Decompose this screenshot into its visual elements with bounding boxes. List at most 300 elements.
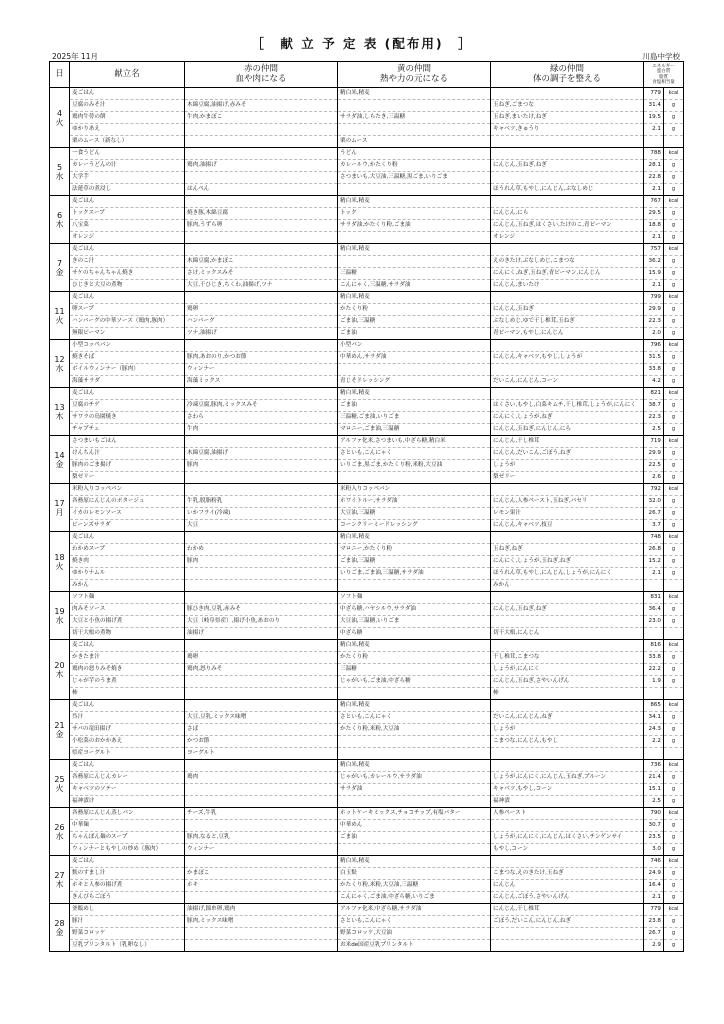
- menu-name: ウィンナーともやしの炒め（豚肉）: [70, 844, 185, 856]
- table-row: [50, 136, 684, 148]
- table-row: [50, 568, 684, 580]
- yellow-ingredients: かたくり粉: [338, 652, 491, 664]
- table-row: [50, 148, 684, 160]
- nutrition-unit: g: [664, 676, 684, 688]
- yellow-ingredients: 野菜コロッケ,大豆油: [338, 928, 491, 940]
- nutrition-value: 38.7: [644, 400, 664, 412]
- red-ingredients: 牛肉: [185, 424, 338, 436]
- nutrition-value: 796: [644, 340, 664, 352]
- menu-name: 梨ゼリー: [70, 472, 185, 484]
- red-ingredients: ウィンナー: [185, 844, 338, 856]
- green-ingredients: しょうが,にんにく,にんじん,はくさい,チンゲンサイ: [491, 832, 644, 844]
- yellow-ingredients: [338, 736, 491, 748]
- day-of-week: 木: [55, 411, 64, 421]
- red-ingredients: ヨーグルト: [185, 748, 338, 760]
- red-ingredients: [185, 172, 338, 184]
- red-ingredients: [185, 244, 338, 256]
- nutrition-unit: kcal: [664, 88, 684, 100]
- menu-name: 麦ごはん: [70, 532, 185, 544]
- nutrition-unit: g: [664, 448, 684, 460]
- table-row: [50, 580, 684, 592]
- menu-name: 麦ごはん: [70, 700, 185, 712]
- yellow-ingredients: カレールウ,かたくり粉: [338, 160, 491, 172]
- menu-name: 鶏肉牛蒡の餅: [70, 112, 185, 124]
- green-ingredients: オレンジ: [491, 232, 644, 244]
- green-ingredients: にんじん,玉ねぎ,さやいんげん: [491, 676, 644, 688]
- menu-name: 福神漬け: [70, 796, 185, 808]
- nutrition-unit: g: [664, 832, 684, 844]
- nutrition-unit: g: [664, 328, 684, 340]
- nutrition-unit: g: [664, 868, 684, 880]
- yellow-ingredients: さといも,こんにゃく: [338, 448, 491, 460]
- green-ingredients: ごぼう,だいこん,にんじん,ねぎ: [491, 916, 644, 928]
- yellow-ingredients: [338, 472, 491, 484]
- nutrition-unit: kcal: [664, 436, 684, 448]
- green-ingredients: しょうが: [491, 724, 644, 736]
- yellow-ingredients: 大豆油,三温糖: [338, 508, 491, 520]
- col-red-title: 赤の仲間: [243, 64, 278, 74]
- green-ingredients: だいこん,にんじん,コーン: [491, 376, 644, 388]
- red-ingredients: 木綿豆腐,油揚げ,赤みそ: [185, 100, 338, 112]
- nutrition-value: 15.1: [644, 784, 664, 796]
- day-number: 26: [54, 822, 65, 832]
- nutrition-unit: g: [664, 304, 684, 316]
- nutrition-value: 2.5: [644, 424, 664, 436]
- day-cell: [50, 436, 70, 484]
- green-ingredients: にんにく,しょうが,玉ねぎ,ねぎ: [491, 556, 644, 568]
- nutrition-unit: g: [664, 844, 684, 856]
- col-fat: 脂質: [659, 74, 668, 80]
- yellow-ingredients: 中華めん,サラダ油: [338, 352, 491, 364]
- day-of-week: 木: [55, 669, 64, 679]
- table-row: [50, 676, 684, 688]
- col-energy: エネルギー: [652, 63, 675, 69]
- yellow-ingredients: 精白米,精麦: [338, 532, 491, 544]
- day-cell: [50, 592, 70, 640]
- nutrition-value: 2.0: [644, 328, 664, 340]
- menu-name: 麦ごはん: [70, 640, 185, 652]
- nutrition-unit: g: [664, 712, 684, 724]
- yellow-ingredients: 三温糖: [338, 268, 491, 280]
- menu-name: 呉汁: [70, 712, 185, 724]
- yellow-ingredients: アルファ化米,さつまいも,中ざら糖,精白米: [338, 436, 491, 448]
- nutrition-unit: g: [664, 172, 684, 184]
- nutrition-unit: g: [664, 508, 684, 520]
- nutrition-unit: g: [664, 880, 684, 892]
- menu-name: チャプチェ: [70, 424, 185, 436]
- day-number: 7: [56, 258, 63, 268]
- menu-name: 大豆と小魚の揚げ煮: [70, 616, 185, 628]
- green-ingredients: 玉ねぎ,ねぎ: [491, 544, 644, 556]
- menu-name: ボイルウィンナー（豚肉）: [70, 364, 185, 376]
- nutrition-unit: g: [664, 256, 684, 268]
- menu-name: ひじきと大豆の煮物: [70, 280, 185, 292]
- table-row: [50, 268, 684, 280]
- nutrition-value: 2.6: [644, 472, 664, 484]
- red-ingredients: はんぺん: [185, 184, 338, 196]
- nutrition-unit: g: [664, 724, 684, 736]
- yellow-ingredients: [338, 256, 491, 268]
- nutrition-value: 719: [644, 436, 664, 448]
- red-ingredients: 鶏肉,油揚げ: [185, 160, 338, 172]
- table-row: [50, 328, 684, 340]
- table-row: [50, 460, 684, 472]
- nutrition-unit: g: [664, 220, 684, 232]
- table-row: [50, 700, 684, 712]
- menu-name: 豆腐のみそ汁: [70, 100, 185, 112]
- nutrition-value: 23.8: [644, 916, 664, 928]
- day-of-week: 金: [55, 267, 64, 277]
- red-ingredients: [185, 388, 338, 400]
- table-row: [50, 220, 684, 232]
- yellow-ingredients: かたくり粉: [338, 304, 491, 316]
- nutrition-unit: g: [664, 820, 684, 832]
- day-cell: [50, 856, 70, 904]
- yellow-ingredients: 精白米,精麦: [338, 856, 491, 868]
- nutrition-value: 26.7: [644, 928, 664, 940]
- menu-name: 麩のすまし汁: [70, 868, 185, 880]
- nutrition-value: 31.4: [644, 100, 664, 112]
- nutrition-value: 746: [644, 856, 664, 868]
- nutrition-value: 34.1: [644, 712, 664, 724]
- red-ingredients: [185, 700, 338, 712]
- red-ingredients: 油揚げ: [185, 628, 338, 640]
- table-row: [50, 256, 684, 268]
- day-number: 12: [54, 354, 65, 364]
- nutrition-value: 23.5: [644, 832, 664, 844]
- table-row: [50, 736, 684, 748]
- yellow-ingredients: じゃがいも,カレールウ,サラダ油: [338, 772, 491, 784]
- menu-name: 小松菜のおかかあえ: [70, 736, 185, 748]
- nutrition-unit: g: [664, 916, 684, 928]
- nutrition-value: 26.7: [644, 508, 664, 520]
- nutrition-unit: g: [664, 268, 684, 280]
- red-ingredients: 豚肉,ミックス味噌: [185, 916, 338, 928]
- nutrition-unit: kcal: [664, 592, 684, 604]
- yellow-ingredients: 中ざら糖,ハヤシルウ,サラダ油: [338, 604, 491, 616]
- yellow-ingredients: 精白米,精麦: [338, 388, 491, 400]
- day-cell: [50, 388, 70, 436]
- red-ingredients: 油揚げ,錦糸卵,鶏肉: [185, 904, 338, 916]
- table-row: [50, 724, 684, 736]
- nutrition-value: 36.2: [644, 256, 664, 268]
- green-ingredients: [491, 244, 644, 256]
- green-ingredients: こまつな,にんじん,もやし: [491, 736, 644, 748]
- table-row: [50, 124, 684, 136]
- yellow-ingredients: 三温糖: [338, 664, 491, 676]
- menu-name: 各務原にんじんのポタージュ: [70, 496, 185, 508]
- nutrition-unit: g: [664, 940, 684, 952]
- red-ingredients: チーズ,牛乳: [185, 808, 338, 820]
- nutrition-value: 2.1: [644, 124, 664, 136]
- yellow-ingredients: 精白米,精麦: [338, 760, 491, 772]
- nutrition-unit: g: [664, 100, 684, 112]
- table-row: [50, 832, 684, 844]
- day-cell: [50, 760, 70, 808]
- nutrition-unit: kcal: [664, 244, 684, 256]
- menu-name: 麦ごはん: [70, 196, 185, 208]
- red-ingredients: 木綿豆腐,かまぼこ: [185, 256, 338, 268]
- year-month: 2025年 11月: [52, 52, 99, 61]
- nutrition-value: 33.8: [644, 364, 664, 376]
- green-ingredients: [491, 820, 644, 832]
- menu-name: 豆腐のチゲ: [70, 400, 185, 412]
- green-ingredients: [491, 388, 644, 400]
- nutrition-value: 22.2: [644, 664, 664, 676]
- nutrition-unit: g: [664, 568, 684, 580]
- nutrition-unit: kcal: [664, 484, 684, 496]
- menu-name: 八宝菜: [70, 220, 185, 232]
- nutrition-value: 2.1: [644, 892, 664, 904]
- green-ingredients: 人参ペースト: [491, 808, 644, 820]
- yellow-ingredients: お米de国産豆乳プリンタルト: [338, 940, 491, 952]
- yellow-ingredients: 精白米,精麦: [338, 640, 491, 652]
- table-row: [50, 664, 684, 676]
- menu-name: 中華麺: [70, 820, 185, 832]
- red-ingredients: 鶏卵: [185, 652, 338, 664]
- nutrition-value: 788: [644, 148, 664, 160]
- yellow-ingredients: 中ざら糖: [338, 628, 491, 640]
- menu-name: ホキと人参の揚げ煮: [70, 880, 185, 892]
- yellow-ingredients: いりごま,黒ごま,かたくり粉,米粉,大豆油: [338, 460, 491, 472]
- nutrition-value: 2.9: [644, 940, 664, 952]
- nutrition-unit: g: [664, 424, 684, 436]
- menu-name: 一食うどん: [70, 148, 185, 160]
- table-row: [50, 316, 684, 328]
- nutrition-value: 15.9: [644, 268, 664, 280]
- green-ingredients: にんじん,キャベツ,もやし,しょうが: [491, 352, 644, 364]
- menu-name: サケのちゃんちゃん焼き: [70, 268, 185, 280]
- nutrition-value: 32.0: [644, 496, 664, 508]
- yellow-ingredients: サラダ油,かたくり粉,ごま油: [338, 220, 491, 232]
- menu-name: 麦ごはん: [70, 244, 185, 256]
- col-green-title: 緑の仲間: [549, 64, 584, 74]
- green-ingredients: キャベツ,もやし,コーン: [491, 784, 644, 796]
- yellow-ingredients: [338, 796, 491, 808]
- red-ingredients: 大豆（岐阜県産）,揚げ小魚,あおのり: [185, 616, 338, 628]
- table-row: [50, 520, 684, 532]
- nutrition-unit: g: [664, 520, 684, 532]
- green-ingredients: 梨ゼリー: [491, 472, 644, 484]
- table-row: [50, 424, 684, 436]
- table-row: [50, 880, 684, 892]
- nutrition-unit: g: [664, 652, 684, 664]
- nutrition-value: 736: [644, 760, 664, 772]
- table-row: [50, 388, 684, 400]
- nutrition-value: 15.2: [644, 556, 664, 568]
- yellow-ingredients: かたくり粉,米粉,大豆油: [338, 724, 491, 736]
- nutrition-unit: [664, 748, 684, 760]
- nutrition-unit: kcal: [664, 904, 684, 916]
- yellow-ingredients: [338, 100, 491, 112]
- nutrition-value: 31.5: [644, 352, 664, 364]
- nutrition-value: 18.8: [644, 220, 664, 232]
- menu-name: 麦ごはん: [70, 388, 185, 400]
- red-ingredients: [185, 472, 338, 484]
- green-ingredients: [491, 172, 644, 184]
- nutrition-unit: g: [664, 280, 684, 292]
- nutrition-unit: g: [664, 184, 684, 196]
- menu-name: サバの竜田揚げ: [70, 724, 185, 736]
- yellow-ingredients: [338, 232, 491, 244]
- nutrition-value: 3.0: [644, 844, 664, 856]
- col-yellow: [338, 62, 491, 88]
- yellow-ingredients: [338, 688, 491, 700]
- table-row: [50, 508, 684, 520]
- green-ingredients: にんじん,玉ねぎ,にんじん,にら: [491, 424, 644, 436]
- menu-name: 麦ごはん: [70, 292, 185, 304]
- nutrition-value: 2.2: [644, 736, 664, 748]
- green-ingredients: [491, 148, 644, 160]
- nutrition-value: 779: [644, 88, 664, 100]
- yellow-ingredients: 精白米,精麦: [338, 196, 491, 208]
- green-ingredients: [491, 856, 644, 868]
- day-of-week: 金: [55, 927, 64, 937]
- green-ingredients: [491, 928, 644, 940]
- nutrition-value: 3.7: [644, 520, 664, 532]
- day-number: 5: [56, 162, 63, 172]
- green-ingredients: しょうが,にんにく: [491, 664, 644, 676]
- nutrition-value: 816: [644, 640, 664, 652]
- table-row: [50, 868, 684, 880]
- nutrition-value: 2.1: [644, 232, 664, 244]
- menu-name: 無限ピーマン: [70, 328, 185, 340]
- red-ingredients: [185, 88, 338, 100]
- menu-name: サワラの鳥園焼き: [70, 412, 185, 424]
- nutrition-value: 16.4: [644, 880, 664, 892]
- green-ingredients: にんじん,玉ねぎ,はくさい,たけのこ,青ピーマン: [491, 220, 644, 232]
- table-row: [50, 100, 684, 112]
- red-ingredients: さけ,ミックスみそ: [185, 268, 338, 280]
- red-ingredients: ハンバーグ: [185, 316, 338, 328]
- green-ingredients: だいこん,にんじん,ねぎ: [491, 712, 644, 724]
- menu-name: 鶏肉の怒りみそ焼き: [70, 664, 185, 676]
- day-cell: [50, 196, 70, 244]
- nutrition-value: 36.4: [644, 604, 664, 616]
- green-ingredients: 切干大根,にんじん: [491, 628, 644, 640]
- day-cell: [50, 532, 70, 592]
- menu-name: ソフト麺: [70, 592, 185, 604]
- green-ingredients: にんじん,玉ねぎ,ねぎ: [491, 604, 644, 616]
- table-row: [50, 232, 684, 244]
- yellow-ingredients: 白玉麩: [338, 868, 491, 880]
- table-row: [50, 160, 684, 172]
- green-ingredients: みかん: [491, 580, 644, 592]
- nutrition-unit: kcal: [664, 388, 684, 400]
- yellow-ingredients: トック: [338, 208, 491, 220]
- red-ingredients: 冷凍豆腐,豚肉,ミックスみそ: [185, 400, 338, 412]
- table-row: [50, 532, 684, 544]
- nutrition-value: 790: [644, 808, 664, 820]
- nutrition-unit: g: [664, 892, 684, 904]
- nutrition-value: 29.5: [644, 208, 664, 220]
- green-ingredients: にんじん: [491, 880, 644, 892]
- nutrition-value: 22.3: [644, 316, 664, 328]
- nutrition-value: 2.5: [644, 796, 664, 808]
- table-row: [50, 688, 684, 700]
- table-row: [50, 400, 684, 412]
- nutrition-value: 4.2: [644, 376, 664, 388]
- nutrition-unit: g: [664, 112, 684, 124]
- table-row: [50, 364, 684, 376]
- nutrition-unit: g: [664, 928, 684, 940]
- menu-name: 県産ヨーグルト: [70, 748, 185, 760]
- table-row: [50, 496, 684, 508]
- nutrition-unit: kcal: [664, 808, 684, 820]
- menu-table-body: [50, 88, 684, 952]
- table-row: [50, 652, 684, 664]
- day-cell: [50, 640, 70, 700]
- col-red-sub: 血や肉になる: [235, 73, 287, 84]
- red-ingredients: [185, 760, 338, 772]
- table-row: [50, 436, 684, 448]
- table-row: [50, 472, 684, 484]
- table-row: [50, 196, 684, 208]
- green-ingredients: [491, 940, 644, 952]
- day-cell: [50, 808, 70, 856]
- nutrition-unit: g: [664, 160, 684, 172]
- nutrition-unit: kcal: [664, 856, 684, 868]
- red-ingredients: かつお節: [185, 736, 338, 748]
- red-ingredients: 大豆,干ひじき,ちくわ,油揚げ,ツナ: [185, 280, 338, 292]
- red-ingredients: [185, 124, 338, 136]
- nutrition-value: 767: [644, 196, 664, 208]
- red-ingredients: ツナ,油揚げ: [185, 328, 338, 340]
- day-number: 18: [54, 552, 65, 562]
- green-ingredients: にんじん,人参ペースト,玉ねぎ,パセリ: [491, 496, 644, 508]
- nutrition-unit: g: [664, 376, 684, 388]
- green-ingredients: はくさい,もやし,白菜キムチ,干し椎茸,しょうが,にんにく: [491, 400, 644, 412]
- menu-name: 栗のムース（新なし）: [70, 136, 185, 148]
- nutrition-value: 2.1: [644, 184, 664, 196]
- red-ingredients: [185, 532, 338, 544]
- nutrition-unit: g: [664, 208, 684, 220]
- nutrition-value: 22.3: [644, 412, 664, 424]
- table-row: [50, 88, 684, 100]
- green-ingredients: [491, 196, 644, 208]
- nutrition-unit: g: [664, 316, 684, 328]
- red-ingredients: 豚肉,あおのり,かつお節: [185, 352, 338, 364]
- nutrition-unit: g: [664, 124, 684, 136]
- table-row: [50, 340, 684, 352]
- yellow-ingredients: [338, 184, 491, 196]
- day-of-week: 火: [55, 783, 64, 793]
- nutrition-unit: g: [664, 772, 684, 784]
- green-ingredients: [491, 88, 644, 100]
- table-row: [50, 892, 684, 904]
- nutrition-unit: g: [664, 736, 684, 748]
- nutrition-unit: [664, 628, 684, 640]
- menu-name: 豚汁: [70, 916, 185, 928]
- nutrition-value: 28.1: [644, 160, 664, 172]
- yellow-ingredients: ホワイトルー,サラダ油: [338, 496, 491, 508]
- table-row: [50, 412, 684, 424]
- menu-name: 豆乳プリンタルト（乳卵なし）: [70, 940, 185, 952]
- green-ingredients: [491, 616, 644, 628]
- menu-name: 柿: [70, 688, 185, 700]
- green-ingredients: にんじん,玉ねぎ,ねぎ: [491, 160, 644, 172]
- day-cell: [50, 148, 70, 196]
- day-of-week: 木: [55, 219, 64, 229]
- menu-name: トックスープ: [70, 208, 185, 220]
- yellow-ingredients: [338, 580, 491, 592]
- menu-table: [49, 61, 684, 952]
- red-ingredients: 木綿豆腐,油揚げ: [185, 448, 338, 460]
- green-ingredients: にんじん,干し椎茸: [491, 436, 644, 448]
- day-number: 19: [54, 606, 65, 616]
- yellow-ingredients: こんにゃく,ごま油,中ざら糖,いりごま: [338, 892, 491, 904]
- green-ingredients: [491, 640, 644, 652]
